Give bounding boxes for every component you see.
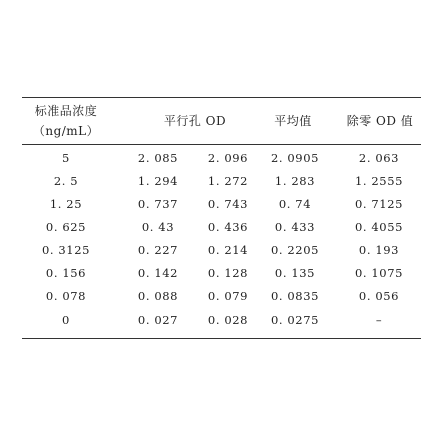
cell-blank-corrected-od: 0. 7125 [354, 197, 404, 211]
table-header-rule [22, 144, 421, 145]
cell-od-well-2: 0. 214 [207, 243, 249, 257]
header-concentration-unit: （ng/mL） [32, 124, 100, 138]
cell-blank-corrected-od: 1. 2555 [354, 174, 404, 188]
cell-concentration: 0. 3125 [41, 243, 91, 257]
cell-blank-corrected-od: 0. 056 [358, 289, 400, 303]
cell-od-well-2: 0. 079 [207, 289, 249, 303]
cell-od-well-2: 2. 096 [207, 151, 249, 165]
cell-od-well-1: 0. 737 [137, 197, 179, 211]
cell-mean: 0. 135 [274, 266, 316, 280]
header-parallel-od: 平行孔 OD [163, 114, 227, 128]
cell-od-well-2: 1. 272 [207, 174, 249, 188]
cell-blank-corrected-od: 2. 063 [358, 151, 400, 165]
table-top-rule [22, 97, 421, 98]
cell-concentration: 0 [62, 313, 70, 327]
cell-od-well-1: 0. 227 [137, 243, 179, 257]
cell-blank-corrected-od: 0. 1075 [354, 266, 404, 280]
cell-concentration: 0. 156 [45, 266, 87, 280]
cell-concentration: 0. 078 [45, 289, 87, 303]
cell-od-well-1: 0. 088 [137, 289, 179, 303]
cell-od-well-2: 0. 743 [207, 197, 249, 211]
header-concentration: 标准品浓度 [34, 104, 98, 118]
cell-blank-corrected-od: 0. 193 [358, 243, 400, 257]
cell-mean: 0. 433 [274, 220, 316, 234]
cell-od-well-1: 0. 027 [137, 313, 179, 327]
header-blank-corrected-od: 除零 OD 值 [346, 114, 414, 128]
cell-od-well-2: 0. 028 [207, 313, 249, 327]
cell-concentration: 5 [62, 151, 70, 165]
cell-concentration: 0. 625 [45, 220, 87, 234]
cell-mean: 1. 283 [274, 174, 316, 188]
cell-od-well-2: 0. 128 [207, 266, 249, 280]
cell-mean: 0. 74 [278, 197, 312, 211]
cell-mean: 0. 2205 [270, 243, 320, 257]
cell-od-well-1: 1. 294 [137, 174, 179, 188]
cell-blank-corrected-od: – [375, 313, 383, 327]
cell-od-well-1: 2. 085 [137, 151, 179, 165]
cell-mean: 2. 0905 [270, 151, 320, 165]
table-bottom-rule [22, 338, 421, 339]
cell-concentration: 1. 25 [49, 197, 83, 211]
header-mean: 平均值 [274, 114, 312, 128]
cell-blank-corrected-od: 0. 4055 [354, 220, 404, 234]
cell-mean: 0. 0275 [270, 313, 320, 327]
cell-od-well-1: 0. 43 [141, 220, 175, 234]
cell-od-well-1: 0. 142 [137, 266, 179, 280]
cell-concentration: 2. 5 [53, 174, 79, 188]
cell-od-well-2: 0. 436 [207, 220, 249, 234]
cell-mean: 0. 0835 [270, 289, 320, 303]
